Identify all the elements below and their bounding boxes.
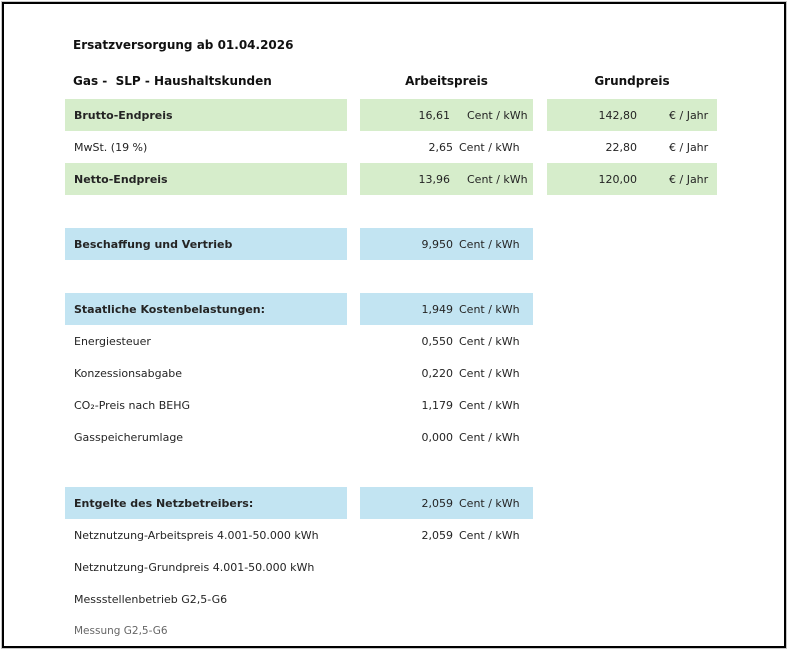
- price-unit: € / Jahr: [669, 140, 709, 154]
- row-netznutzung-grundpreis: [65, 551, 784, 583]
- price-value: 16,61: [418, 108, 450, 122]
- row-messung: [65, 615, 784, 647]
- price-value: 1,179: [421, 398, 453, 412]
- row-label: Messstellenbetrieb G2,5-G6: [74, 592, 228, 606]
- row-energiesteuer: [65, 325, 784, 357]
- arbeitspreis-cell: [360, 99, 533, 131]
- arbeitspreis-cell: [360, 228, 533, 260]
- arbeitspreis-cell: [360, 583, 533, 615]
- row-label: Netto-Endpreis: [65, 163, 347, 195]
- table-header-row: [65, 73, 784, 89]
- price-value: 2,059: [421, 528, 453, 542]
- price-unit: Cent / kWh: [459, 528, 520, 542]
- row-messstellenbetrieb: [65, 583, 784, 615]
- price-unit: Cent / kWh: [459, 237, 520, 251]
- price-unit: € / Jahr: [669, 108, 709, 122]
- arbeitspreis-cell: [360, 389, 533, 421]
- grundpreis-cell: [547, 131, 717, 163]
- price-unit: Cent / kWh: [467, 172, 528, 186]
- column-header-grundpreis: Grundpreis: [594, 74, 670, 88]
- section-entgelte-des-netzbetreibers: [65, 487, 784, 519]
- price-unit: Cent / kWh: [459, 430, 520, 444]
- grundpreis-cell: [547, 163, 717, 195]
- row-label: Netznutzung-Arbeitspreis 4.001-50.000 kWh: [74, 528, 319, 542]
- price-value: 142,80: [598, 108, 637, 122]
- arbeitspreis-cell: [360, 421, 533, 453]
- price-value: 2,059: [421, 496, 453, 510]
- price-value: 9,950: [421, 237, 453, 251]
- arbeitspreis-cell: [360, 551, 533, 583]
- price-value: 0,000: [421, 430, 453, 444]
- price-value: 22,80: [605, 140, 637, 154]
- price-unit: Cent / kWh: [459, 334, 520, 348]
- section-label: Beschaffung und Vertrieb: [65, 228, 347, 260]
- arbeitspreis-cell: [360, 615, 533, 647]
- grundpreis-cell: [547, 99, 717, 131]
- document-frame: [2, 2, 786, 648]
- row-label: Brutto-Endpreis: [65, 99, 347, 131]
- arbeitspreis-cell: [360, 487, 533, 519]
- row-mwst: [65, 131, 784, 163]
- row-co2-preis-nach-behg: [65, 389, 784, 421]
- price-unit: Cent / kWh: [459, 398, 520, 412]
- price-value: 2,65: [428, 140, 453, 154]
- section-label: Staatliche Kostenbelastungen:: [65, 293, 347, 325]
- price-value: 13,96: [418, 172, 450, 186]
- price-value: 0,550: [421, 334, 453, 348]
- price-value: 120,00: [598, 172, 637, 186]
- row-netznutzung-arbeitspreis: [65, 519, 784, 551]
- column-header-arbeitspreis: Arbeitspreis: [405, 74, 488, 88]
- arbeitspreis-cell: [360, 325, 533, 357]
- price-value: 0,220: [421, 366, 453, 380]
- row-label: CO₂-Preis nach BEHG: [74, 398, 191, 412]
- summary-table: [65, 99, 784, 195]
- arbeitspreis-cell: [360, 293, 533, 325]
- price-unit: € / Jahr: [669, 172, 709, 186]
- page-title: Ersatzversorgung ab 01.04.2026: [73, 38, 294, 52]
- arbeitspreis-cell: [360, 519, 533, 551]
- row-label: Netznutzung-Grundpreis 4.001-50.000 kWh: [74, 560, 315, 574]
- price-unit: Cent / kWh: [459, 302, 520, 316]
- column-header-product: Gas - SLP - Haushaltskunden: [73, 74, 272, 88]
- row-label: Gasspeicherumlage: [74, 430, 184, 444]
- arbeitspreis-cell: [360, 131, 533, 163]
- arbeitspreis-cell: [360, 163, 533, 195]
- section-staatliche-kostenbelastungen: [65, 293, 784, 325]
- row-konzessionsabgabe: [65, 357, 784, 389]
- row-label: Konzessionsabgabe: [74, 366, 183, 380]
- row-label: Messung G2,5-G6: [74, 625, 168, 637]
- row-brutto-endpreis: [65, 99, 784, 131]
- section-label: Entgelte des Netzbetreibers:: [65, 487, 347, 519]
- price-sheet: [4, 4, 784, 647]
- price-unit: Cent / kWh: [467, 108, 528, 122]
- section-beschaffung-und-vertrieb: [65, 228, 784, 260]
- row-netto-endpreis: [65, 163, 784, 195]
- price-unit: Cent / kWh: [459, 366, 520, 380]
- arbeitspreis-cell: [360, 357, 533, 389]
- price-unit: Cent / kWh: [459, 140, 520, 154]
- row-gasspeicherumlage: [65, 421, 784, 453]
- row-label: MwSt. (19 %): [74, 140, 148, 154]
- row-label: Energiesteuer: [74, 334, 151, 348]
- price-value: 1,949: [421, 302, 453, 316]
- price-unit: Cent / kWh: [459, 496, 520, 510]
